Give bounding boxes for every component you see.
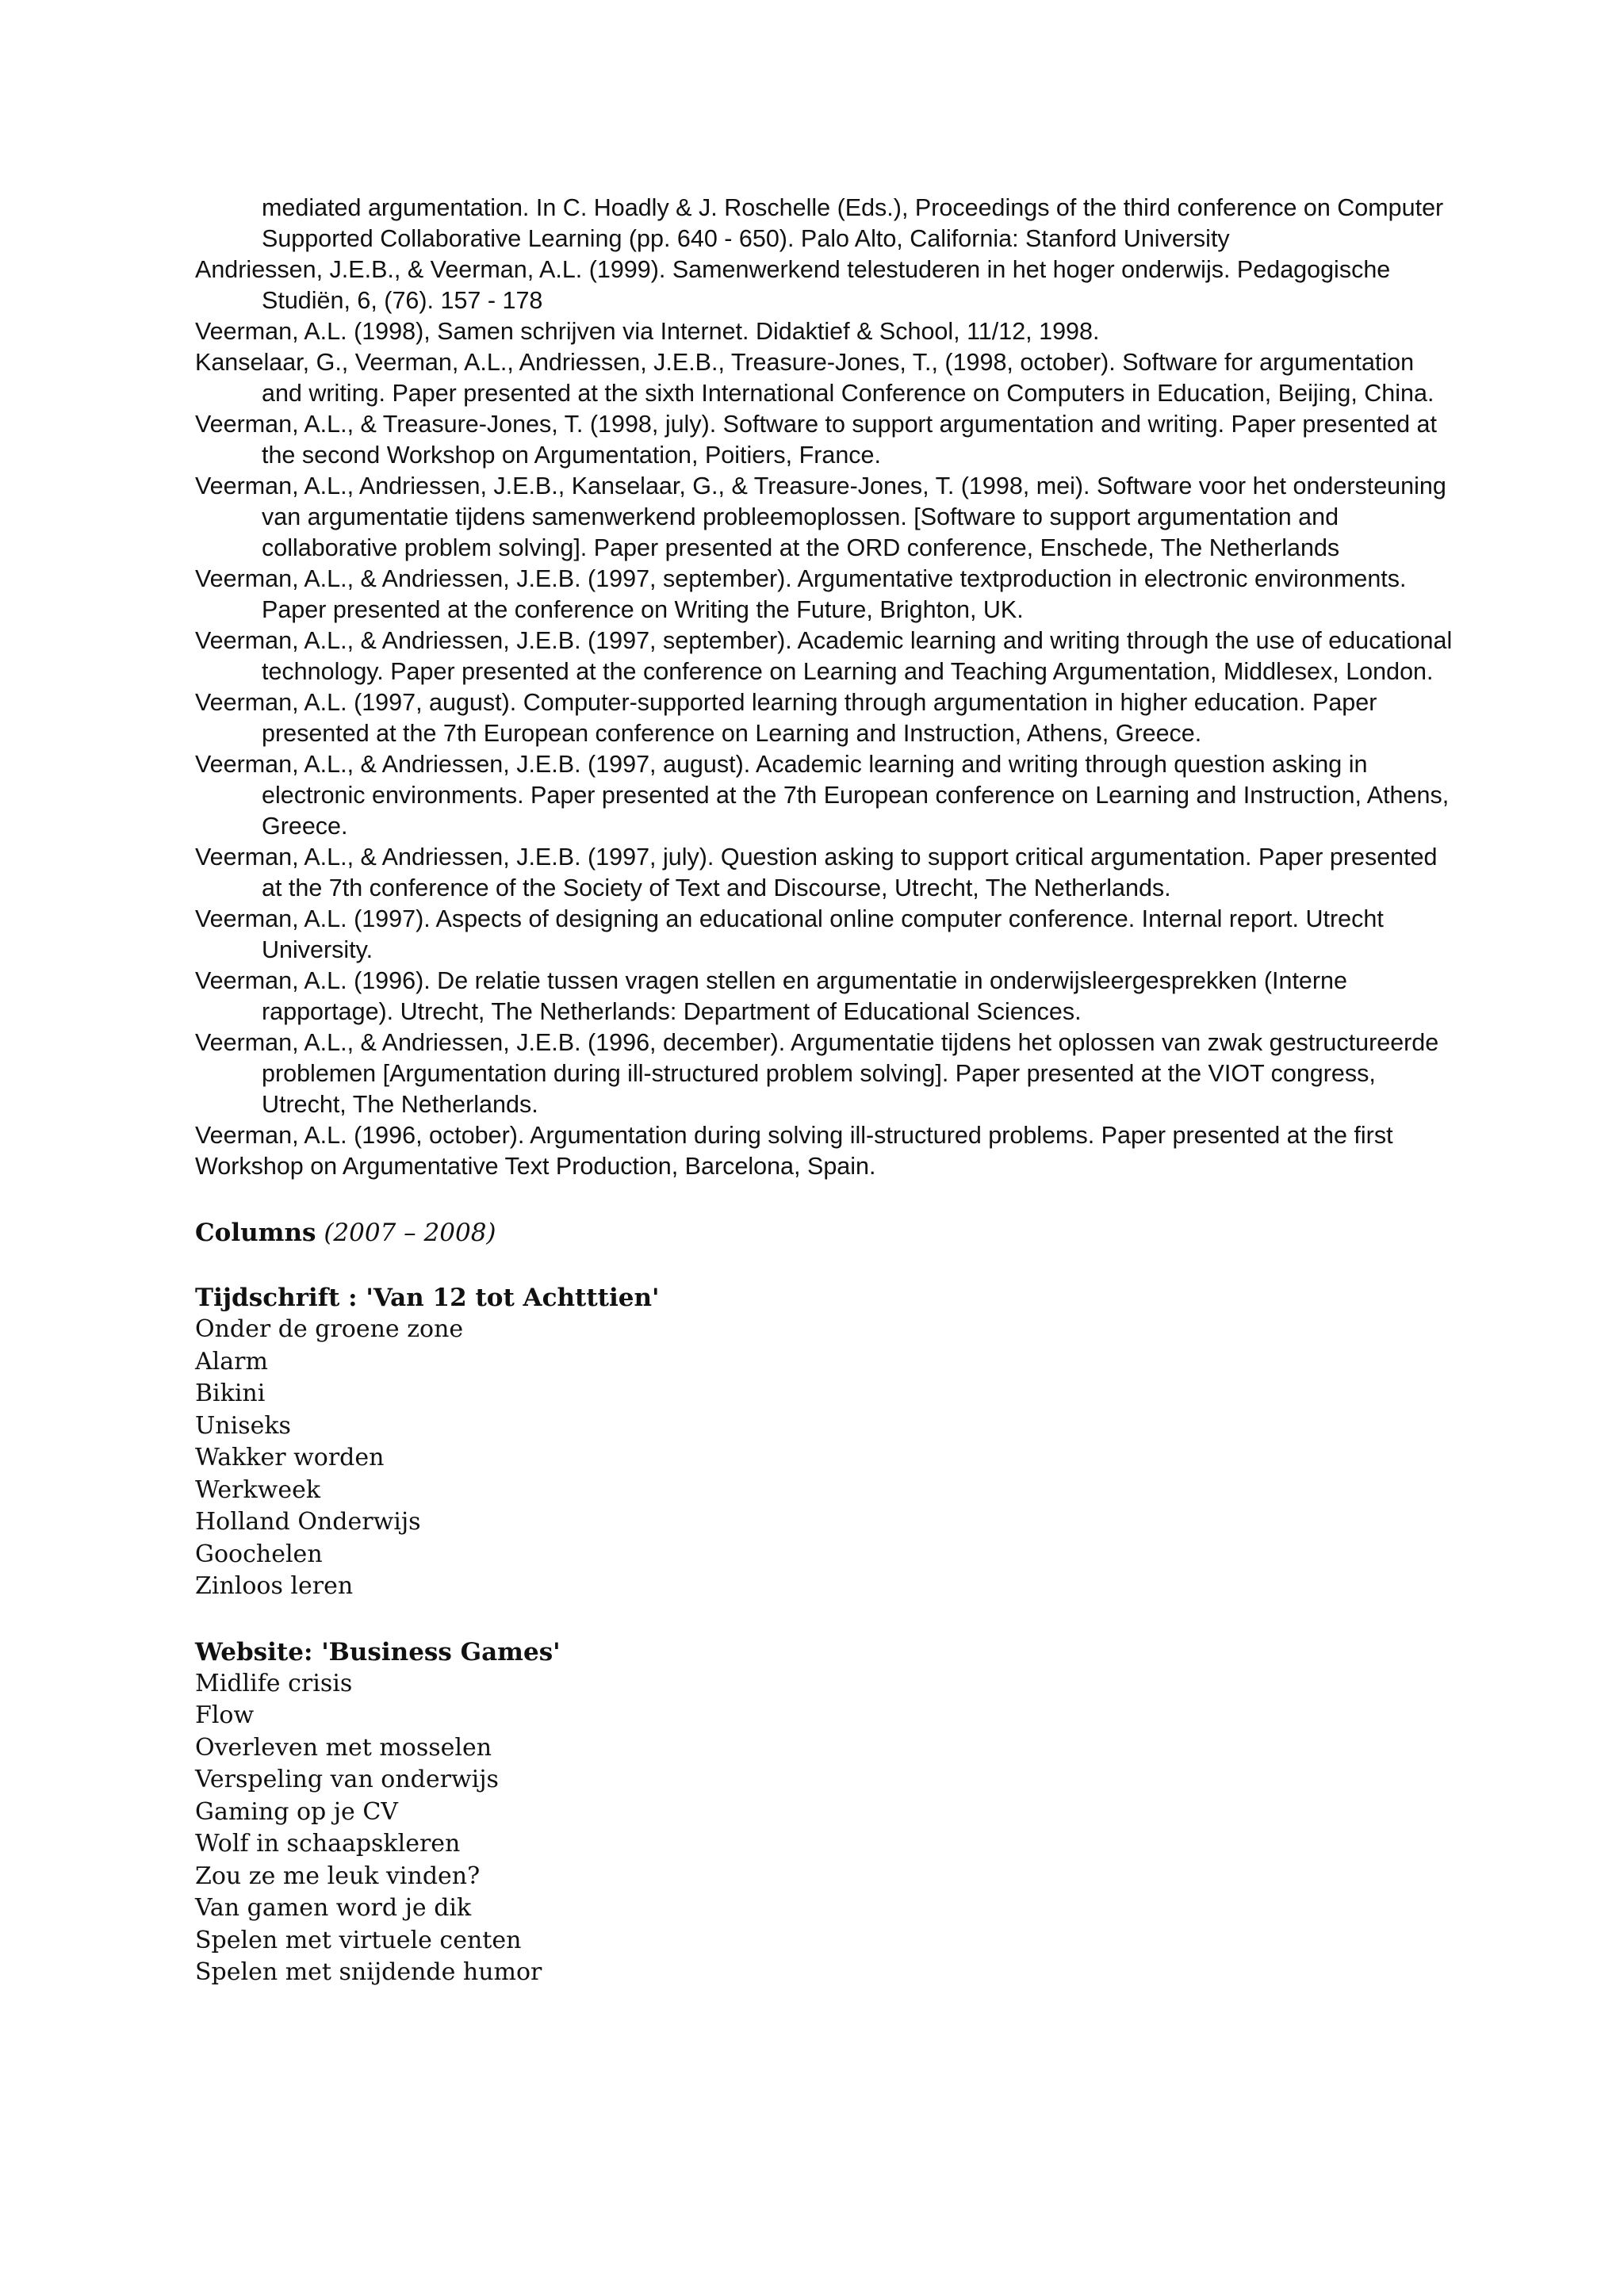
reference-entry: Veerman, A.L., & Andriessen, J.E.B. (1997, august). Academic learning and writing through question asking in electronic environments. Paper presented at the 7th European conference on Learning and Instruction, Athens, Greece. bbox=[195, 751, 1450, 840]
tijdschrift-list bbox=[195, 1314, 1456, 1603]
list-item: Spelen met snijdende humor bbox=[195, 1958, 542, 1986]
list-item: Goochelen bbox=[195, 1540, 323, 1568]
reference-entry: Veerman, A.L. (1998), Samen schrijven via Internet. Didaktief & School, 11/12, 1998. bbox=[195, 318, 1100, 345]
reference-list bbox=[195, 193, 1456, 1182]
list-item: Verspeling van onderwijs bbox=[195, 1766, 499, 1793]
reference-entry: Kanselaar, G., Veerman, A.L., Andriessen, J.E.B., Treasure-Jones, T., (1998, october). Software for argumentation and writing. Paper presented at the sixth International Conference on Computers in Education, Beijing, China. bbox=[195, 349, 1434, 407]
list-item: Overleven met mosselen bbox=[195, 1733, 492, 1762]
reference-entry: Andriessen, J.E.B., & Veerman, A.L. (1999). Samenwerkend telestuderen in het hoger onderwijs. Pedagogische Studiën, 6, (76). 157 - 178 bbox=[195, 256, 1391, 314]
reference-entry: Veerman, A.L., & Andriessen, J.E.B. (1997, september). Argumentative textproduction in electronic environments. Paper presented at the conference on Writing the Future, Brighton, UK. bbox=[195, 565, 1407, 623]
columns-years: (2007 – 2008) bbox=[324, 1219, 496, 1247]
reference-entry: Veerman, A.L., & Andriessen, J.E.B. (1997, july). Question asking to support critical argumentation. Paper presented at the 7th conference of the Society of Text and Discourse, Utrecht, The Netherlands. bbox=[195, 844, 1438, 901]
list-item: Spelen met virtuele centen bbox=[195, 1926, 522, 1954]
list-item: Zinloos leren bbox=[195, 1572, 354, 1600]
columns-title: Columns bbox=[195, 1219, 316, 1247]
columns-heading bbox=[195, 1217, 1456, 1249]
list-item: Van gamen word je dik bbox=[195, 1894, 472, 1922]
reference-entry: Veerman, A.L., Andriessen, J.E.B., Kanselaar, G., & Treasure-Jones, T. (1998, mei). Software voor het ondersteuning van argumentatie tijdens samenwerkend probleemoplossen. [Software to support argumentation and collaborative problem solving]. Paper presented at the ORD conference, Enschede, The Netherlands bbox=[195, 473, 1446, 561]
website-section bbox=[195, 1636, 1456, 1989]
website-heading: Website: 'Business Games' bbox=[195, 1637, 561, 1667]
reference-entry: Veerman, A.L. (1997). Aspects of designing an educational online computer conference. Internal report. Utrecht University. bbox=[195, 905, 1384, 963]
reference-entry: Veerman, A.L. (1996). De relatie tussen vragen stellen en argumentatie in onderwijsleergesprekken (Interne rapportage). Utrecht, The Netherlands: Department of Educational Sciences. bbox=[195, 967, 1347, 1025]
list-item: Zou ze me leuk vinden? bbox=[195, 1862, 481, 1890]
list-item: Alarm bbox=[195, 1347, 268, 1376]
list-item: Werkweek bbox=[195, 1475, 321, 1504]
list-item: Onder de groene zone bbox=[195, 1315, 464, 1343]
reference-entry: Veerman, A.L. (1996, october). Argumentation during solving ill-structured problems. Paper presented at the first Workshop on Argumentative Text Production, Barcelona, Spain. bbox=[195, 1122, 1393, 1180]
reference-entry: Veerman, A.L. (1997, august). Computer-supported learning through argumentation in higher education. Paper presented at the 7th European conference on Learning and Instruction, Athens, Greece. bbox=[195, 689, 1377, 747]
tijdschrift-section bbox=[195, 1282, 1456, 1603]
reference-entry: Veerman, A.L., & Andriessen, J.E.B. (1996, december). Argumentatie tijdens het oplossen van zwak gestructureerde problemen [Argumentation during ill-structured problem solving]. Paper presented at the VIOT congress, Utrecht, The Netherlands. bbox=[195, 1029, 1439, 1118]
list-item: Gaming op je CV bbox=[195, 1797, 398, 1826]
tijdschrift-heading: Tijdschrift : 'Van 12 tot Achtttien' bbox=[195, 1284, 660, 1312]
list-item: Uniseks bbox=[195, 1411, 291, 1440]
reference-entry: Veerman, A.L., & Andriessen, J.E.B. (1997, september). Academic learning and writing through the use of educational technology. Paper presented at the conference on Learning and Teaching Argumentation, Middlesex, London. bbox=[195, 627, 1453, 685]
list-item: Wakker worden bbox=[195, 1444, 385, 1471]
list-item: Midlife crisis bbox=[195, 1669, 353, 1697]
website-list bbox=[195, 1668, 1456, 1989]
reference-entry: Veerman, A.L., & Treasure-Jones, T. (1998, july). Software to support argumentation and writing. Paper presented at the second Workshop on Argumentation, Poitiers, France. bbox=[195, 411, 1437, 469]
list-item: Bikini bbox=[195, 1380, 266, 1407]
page-content bbox=[195, 193, 1456, 1989]
reference-entry: mediated argumentation. In C. Hoadly & J. Roschelle (Eds.), Proceedings of the third conference on Computer Supported Collaborative Learning (pp. 640 - 650). Palo Alto, California: Stanford University bbox=[262, 194, 1444, 252]
list-item: Holland Onderwijs bbox=[195, 1508, 421, 1536]
list-item: Flow bbox=[195, 1701, 255, 1729]
list-item: Wolf in schaapskleren bbox=[195, 1830, 461, 1858]
